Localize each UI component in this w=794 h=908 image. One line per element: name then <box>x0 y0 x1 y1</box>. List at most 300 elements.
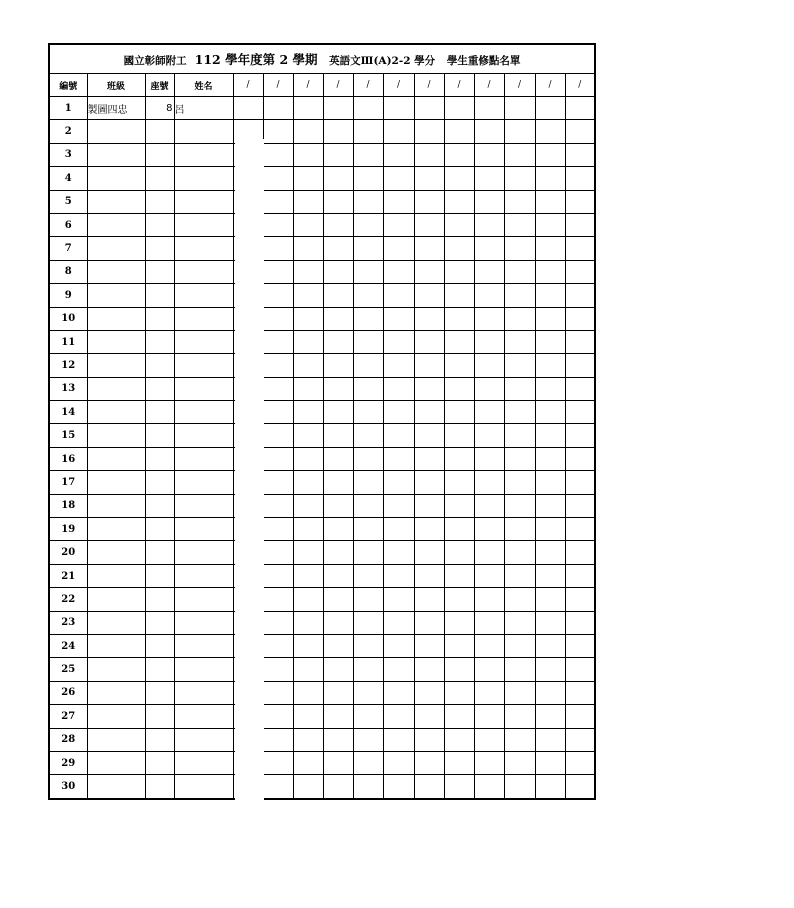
row-number: 23 <box>49 611 87 634</box>
row-number: 15 <box>49 424 87 447</box>
seat-cell <box>145 424 174 447</box>
attendance-cell <box>353 377 383 400</box>
attendance-cell <box>565 260 595 283</box>
attendance-cell <box>535 190 565 213</box>
attendance-cell <box>504 330 535 353</box>
name-cell <box>174 611 233 634</box>
attendance-cell <box>504 284 535 307</box>
name-cell <box>174 260 233 283</box>
attendance-cell <box>293 260 323 283</box>
attendance-cell <box>383 447 414 470</box>
attendance-cell <box>535 354 565 377</box>
class-cell <box>87 588 145 611</box>
table-row <box>49 658 595 681</box>
attendance-cell <box>504 588 535 611</box>
seat-cell <box>145 541 174 564</box>
class-cell: 製圖四忠 <box>87 97 145 120</box>
date-header-cell: / <box>293 74 323 97</box>
attendance-cell <box>504 354 535 377</box>
row-number: 4 <box>49 167 87 190</box>
class-cell <box>87 494 145 517</box>
attendance-cell <box>474 190 504 213</box>
row-number: 27 <box>49 705 87 728</box>
class-cell <box>87 564 145 587</box>
row-number: 21 <box>49 564 87 587</box>
attendance-cell <box>353 424 383 447</box>
attendance-cell <box>565 541 595 564</box>
table-row <box>49 494 595 517</box>
attendance-cell <box>323 260 353 283</box>
attendance-cell <box>353 775 383 799</box>
attendance-cell <box>535 424 565 447</box>
attendance-cell <box>565 634 595 657</box>
attendance-cell <box>504 190 535 213</box>
attendance-cell <box>414 658 444 681</box>
name-cell <box>174 143 233 166</box>
attendance-cell <box>323 588 353 611</box>
attendance-cell <box>474 634 504 657</box>
attendance-cell <box>323 354 353 377</box>
attendance-cell <box>263 518 293 541</box>
attendance-cell <box>565 237 595 260</box>
date-header-cell: / <box>414 74 444 97</box>
title-row <box>49 44 595 74</box>
attendance-cell <box>383 775 414 799</box>
attendance-cell <box>263 494 293 517</box>
row-number: 19 <box>49 518 87 541</box>
attendance-cell <box>474 284 504 307</box>
attendance-cell <box>353 330 383 353</box>
attendance-cell <box>293 97 323 120</box>
attendance-cell <box>474 424 504 447</box>
attendance-cell <box>444 260 474 283</box>
attendance-cell <box>293 307 323 330</box>
seat-cell <box>145 260 174 283</box>
sheet-title <box>49 44 595 74</box>
table-row <box>49 377 595 400</box>
attendance-cell <box>414 541 444 564</box>
attendance-cell <box>535 377 565 400</box>
attendance-cell <box>323 541 353 564</box>
attendance-cell <box>565 284 595 307</box>
attendance-cell <box>414 611 444 634</box>
attendance-cell <box>383 564 414 587</box>
attendance-cell <box>414 728 444 751</box>
row-number: 3 <box>49 143 87 166</box>
attendance-cell <box>504 494 535 517</box>
row-number: 1 <box>49 97 87 120</box>
attendance-cell <box>504 143 535 166</box>
attendance-cell <box>353 354 383 377</box>
seat-cell <box>145 471 174 494</box>
table-row <box>49 330 595 353</box>
attendance-cell <box>565 354 595 377</box>
attendance-cell <box>504 681 535 704</box>
attendance-cell <box>535 97 565 120</box>
attendance-cell <box>383 728 414 751</box>
attendance-cell <box>504 213 535 236</box>
seat-cell <box>145 588 174 611</box>
attendance-cell <box>535 751 565 774</box>
attendance-cell <box>474 97 504 120</box>
class-cell <box>87 611 145 634</box>
table-row <box>49 728 595 751</box>
attendance-cell <box>444 634 474 657</box>
attendance-cell <box>504 775 535 799</box>
attendance-cell <box>323 564 353 587</box>
attendance-cell <box>535 634 565 657</box>
attendance-cell <box>414 167 444 190</box>
attendance-cell <box>444 728 474 751</box>
attendance-cell <box>444 237 474 260</box>
name-cell <box>174 330 233 353</box>
attendance-cell <box>535 494 565 517</box>
attendance-cell <box>383 354 414 377</box>
date-header-cell: / <box>565 74 595 97</box>
attendance-cell <box>383 494 414 517</box>
row-number: 12 <box>49 354 87 377</box>
row-number: 7 <box>49 237 87 260</box>
attendance-cell <box>293 120 323 143</box>
attendance-cell <box>263 307 293 330</box>
seat-cell <box>145 307 174 330</box>
attendance-cell <box>353 611 383 634</box>
attendance-cell <box>414 260 444 283</box>
table-row <box>49 143 595 166</box>
name-cell <box>174 518 233 541</box>
attendance-cell <box>263 97 293 120</box>
attendance-cell <box>414 120 444 143</box>
attendance-cell <box>323 751 353 774</box>
row-number: 13 <box>49 377 87 400</box>
attendance-cell <box>353 728 383 751</box>
attendance-cell <box>504 658 535 681</box>
attendance-cell <box>535 518 565 541</box>
attendance-cell <box>353 284 383 307</box>
attendance-cell <box>233 97 263 120</box>
attendance-cell <box>535 658 565 681</box>
attendance-cell <box>323 284 353 307</box>
attendance-cell <box>414 681 444 704</box>
name-cell <box>174 564 233 587</box>
attendance-cell <box>565 401 595 424</box>
seat-cell <box>145 494 174 517</box>
row-number: 29 <box>49 751 87 774</box>
attendance-cell <box>565 611 595 634</box>
attendance-cell <box>535 213 565 236</box>
attendance-cell <box>565 588 595 611</box>
class-cell <box>87 167 145 190</box>
table-row <box>49 471 595 494</box>
row-number: 6 <box>49 213 87 236</box>
table-row <box>49 237 595 260</box>
attendance-cell <box>535 611 565 634</box>
attendance-cell <box>504 471 535 494</box>
row-number: 8 <box>49 260 87 283</box>
seat-cell <box>145 634 174 657</box>
attendance-cell <box>565 564 595 587</box>
name-cell <box>174 354 233 377</box>
attendance-cell <box>474 120 504 143</box>
seat-cell <box>145 401 174 424</box>
row-number: 20 <box>49 541 87 564</box>
attendance-cell <box>504 518 535 541</box>
attendance-cell <box>323 518 353 541</box>
attendance-cell <box>383 237 414 260</box>
attendance-cell <box>293 775 323 799</box>
attendance-cell <box>565 728 595 751</box>
attendance-cell <box>414 494 444 517</box>
name-cell <box>174 471 233 494</box>
attendance-sheet <box>48 43 596 800</box>
attendance-cell <box>414 237 444 260</box>
attendance-cell <box>474 705 504 728</box>
attendance-cell <box>565 775 595 799</box>
attendance-cell <box>504 424 535 447</box>
attendance-cell <box>535 775 565 799</box>
attendance-cell <box>263 424 293 447</box>
attendance-cell <box>383 190 414 213</box>
header-row <box>49 74 595 97</box>
class-cell <box>87 284 145 307</box>
date-header-cell: / <box>233 74 263 97</box>
date-header-cell: / <box>535 74 565 97</box>
attendance-cell <box>383 424 414 447</box>
attendance-cell <box>353 518 383 541</box>
row-number: 5 <box>49 190 87 213</box>
class-cell <box>87 213 145 236</box>
attendance-cell <box>293 424 323 447</box>
attendance-cell <box>263 143 293 166</box>
attendance-cell <box>353 588 383 611</box>
name-cell <box>174 541 233 564</box>
table-row <box>49 611 595 634</box>
table-row <box>49 213 595 236</box>
attendance-cell <box>535 284 565 307</box>
name-cell <box>174 588 233 611</box>
table-row <box>49 401 595 424</box>
attendance-cell <box>353 705 383 728</box>
date-header-cell: / <box>383 74 414 97</box>
attendance-cell <box>293 494 323 517</box>
seat-cell <box>145 447 174 470</box>
class-cell <box>87 541 145 564</box>
attendance-cell <box>263 471 293 494</box>
attendance-cell <box>444 377 474 400</box>
seat-cell <box>145 728 174 751</box>
attendance-cell <box>474 751 504 774</box>
class-cell <box>87 260 145 283</box>
attendance-cell <box>414 143 444 166</box>
attendance-cell <box>383 377 414 400</box>
attendance-cell <box>383 634 414 657</box>
class-cell <box>87 447 145 470</box>
attendance-cell <box>383 751 414 774</box>
attendance-cell <box>383 401 414 424</box>
attendance-cell <box>323 775 353 799</box>
table-row <box>49 564 595 587</box>
attendance-cell <box>535 330 565 353</box>
attendance-cell <box>353 237 383 260</box>
date-header-cell: / <box>263 74 293 97</box>
attendance-cell <box>263 564 293 587</box>
attendance-cell <box>323 237 353 260</box>
attendance-cell <box>383 588 414 611</box>
attendance-cell <box>323 658 353 681</box>
roster-body <box>49 44 595 799</box>
seat-cell <box>145 564 174 587</box>
header-number: 編號 <box>49 74 87 97</box>
attendance-cell <box>323 447 353 470</box>
attendance-cell <box>383 541 414 564</box>
attendance-cell <box>323 494 353 517</box>
class-cell <box>87 330 145 353</box>
attendance-cell <box>414 330 444 353</box>
attendance-cell <box>293 377 323 400</box>
seat-cell: 8 <box>145 97 174 120</box>
attendance-cell <box>474 611 504 634</box>
attendance-cell <box>293 401 323 424</box>
attendance-cell <box>504 120 535 143</box>
attendance-cell <box>323 634 353 657</box>
attendance-cell <box>474 518 504 541</box>
attendance-cell <box>535 307 565 330</box>
attendance-cell <box>263 120 293 143</box>
row-number: 11 <box>49 330 87 353</box>
attendance-cell <box>565 307 595 330</box>
attendance-cell <box>323 728 353 751</box>
seat-cell <box>145 190 174 213</box>
row-number: 14 <box>49 401 87 424</box>
attendance-cell <box>535 120 565 143</box>
seat-cell <box>145 143 174 166</box>
attendance-cell <box>383 658 414 681</box>
row-number: 10 <box>49 307 87 330</box>
header-name: 姓名 <box>174 74 233 97</box>
attendance-cell <box>414 307 444 330</box>
attendance-cell <box>323 143 353 166</box>
attendance-cell <box>353 213 383 236</box>
name-cell <box>174 237 233 260</box>
attendance-cell <box>323 190 353 213</box>
attendance-cell <box>323 307 353 330</box>
name-cell <box>174 284 233 307</box>
name-cell <box>174 377 233 400</box>
attendance-cell <box>353 401 383 424</box>
seat-cell <box>145 751 174 774</box>
row-number: 18 <box>49 494 87 517</box>
name-cell <box>174 658 233 681</box>
attendance-cell <box>565 213 595 236</box>
attendance-cell <box>323 377 353 400</box>
table-row <box>49 190 595 213</box>
attendance-cell <box>323 471 353 494</box>
attendance-cell <box>383 471 414 494</box>
attendance-cell <box>444 401 474 424</box>
attendance-cell <box>474 681 504 704</box>
table-row <box>49 97 595 120</box>
attendance-cell <box>444 167 474 190</box>
class-cell <box>87 307 145 330</box>
attendance-cell <box>353 494 383 517</box>
name-cell <box>174 634 233 657</box>
attendance-cell <box>353 471 383 494</box>
name-cell <box>174 681 233 704</box>
attendance-cell <box>504 167 535 190</box>
attendance-cell <box>293 728 323 751</box>
attendance-cell <box>293 213 323 236</box>
attendance-cell <box>474 143 504 166</box>
attendance-cell <box>293 751 323 774</box>
attendance-cell <box>444 284 474 307</box>
attendance-cell <box>414 424 444 447</box>
roster-table <box>48 43 596 800</box>
attendance-cell <box>535 260 565 283</box>
attendance-cell <box>353 143 383 166</box>
header-class: 班級 <box>87 74 145 97</box>
attendance-cell <box>535 564 565 587</box>
attendance-cell <box>263 213 293 236</box>
attendance-cell <box>565 494 595 517</box>
attendance-cell <box>353 564 383 587</box>
attendance-cell <box>353 634 383 657</box>
attendance-cell <box>323 167 353 190</box>
attendance-cell <box>565 658 595 681</box>
seat-cell <box>145 237 174 260</box>
attendance-cell <box>535 447 565 470</box>
attendance-cell <box>535 471 565 494</box>
attendance-cell <box>293 284 323 307</box>
attendance-cell <box>565 120 595 143</box>
table-row <box>49 541 595 564</box>
attendance-cell <box>263 588 293 611</box>
attendance-cell <box>414 705 444 728</box>
attendance-cell <box>414 588 444 611</box>
attendance-cell <box>535 237 565 260</box>
attendance-cell <box>504 97 535 120</box>
seat-cell <box>145 518 174 541</box>
attendance-cell <box>353 190 383 213</box>
name-cell <box>174 167 233 190</box>
attendance-cell <box>353 658 383 681</box>
class-cell <box>87 401 145 424</box>
attendance-cell <box>565 377 595 400</box>
name-cell <box>174 775 233 799</box>
attendance-cell <box>444 588 474 611</box>
table-row <box>49 705 595 728</box>
attendance-cell <box>323 330 353 353</box>
attendance-cell <box>414 564 444 587</box>
seat-cell <box>145 377 174 400</box>
name-cell <box>174 424 233 447</box>
attendance-cell <box>293 541 323 564</box>
attendance-cell <box>414 751 444 774</box>
attendance-cell <box>414 354 444 377</box>
class-cell <box>87 237 145 260</box>
attendance-cell <box>293 447 323 470</box>
attendance-cell <box>565 330 595 353</box>
attendance-cell <box>263 705 293 728</box>
attendance-cell <box>293 611 323 634</box>
attendance-cell <box>504 541 535 564</box>
class-cell <box>87 681 145 704</box>
attendance-cell <box>323 424 353 447</box>
attendance-cell <box>263 447 293 470</box>
attendance-cell <box>383 518 414 541</box>
attendance-cell <box>474 564 504 587</box>
attendance-cell <box>444 143 474 166</box>
attendance-cell <box>565 518 595 541</box>
